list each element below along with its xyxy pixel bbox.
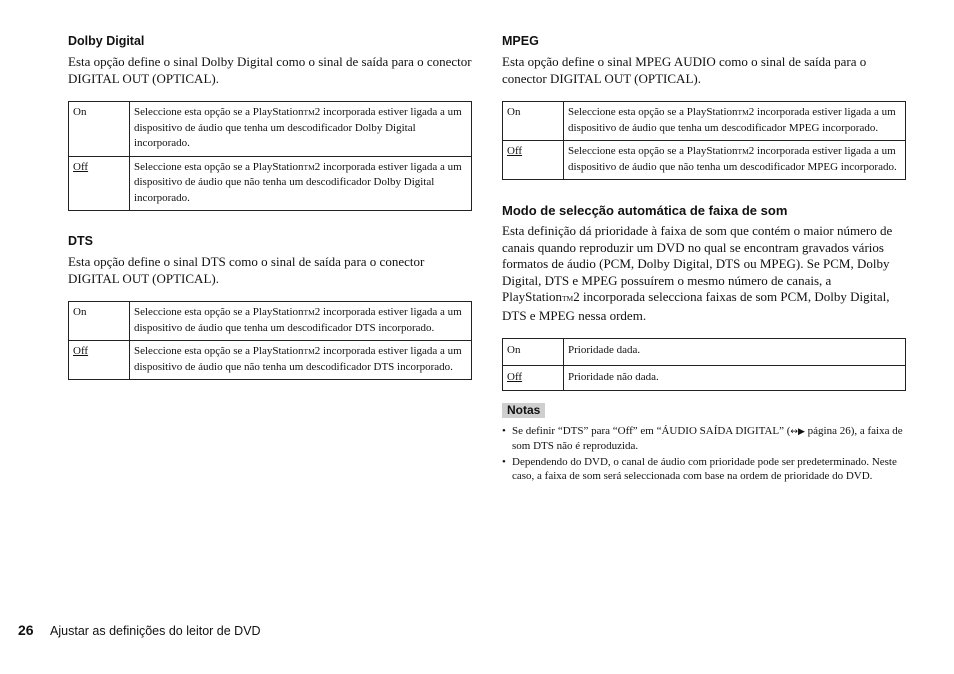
table-row — [69, 302, 472, 341]
option-description — [130, 102, 472, 157]
desc-text: 2 incorporada estiver ligada a um dispositivo de áudio que não tenha um descodificador MPEG incorporado. — [568, 145, 897, 173]
trademark-mark: TM — [737, 108, 749, 117]
option-description — [564, 102, 906, 141]
desc-text: Seleccione esta opção se a PlayStation — [568, 106, 738, 118]
note-text: Dependendo do DVD, o canal de áudio com prioridade pode ser predeterminado. Neste caso, a faixa de som será seleccionada com base na ordem de prioridade do DVD. — [512, 456, 897, 482]
arrow-right-icon: ↔▶ — [790, 427, 805, 437]
dts-heading: DTS — [68, 234, 93, 248]
option-description — [130, 341, 472, 380]
option-key: On — [69, 102, 130, 157]
mpeg-options-table — [502, 101, 906, 180]
option-description — [130, 302, 472, 341]
dolby-digital-options-table — [68, 101, 472, 211]
table-row — [503, 141, 906, 180]
desc-text: Esta definição dá prioridade à faixa de som que contém o maior número de canais quando reproduzir um DVD no qual se encontram gravados vários formatos de áudio (PCM, Dolby Digital, DTS ou MPEG). Se PCM, Dolby Digital, DTS e MPEG possuírem o mesmo número de canais, a PlayStation — [502, 223, 893, 304]
table-row — [69, 156, 472, 211]
option-key — [503, 365, 564, 391]
trademark-mark: TM — [303, 308, 315, 317]
trademark-mark: TM — [303, 162, 315, 172]
option-description: Prioridade dada. — [564, 339, 906, 366]
dolby-digital-heading: Dolby Digital — [68, 34, 145, 48]
right-column — [502, 33, 906, 486]
mpeg-description: Esta opção define o sinal MPEG AUDIO como o sinal de saída para o conector DIGITAL OUT (OPTICAL). — [502, 54, 867, 86]
table-row — [503, 365, 906, 391]
mpeg-heading: MPEG — [502, 34, 539, 48]
table-row — [69, 102, 472, 157]
table-row — [503, 102, 906, 141]
option-key — [69, 341, 130, 380]
dts-description: Esta opção define o sinal DTS como o sinal de saída para o conector DIGITAL OUT (OPTICAL). — [68, 254, 425, 286]
desc-text: Seleccione esta opção se a PlayStation — [134, 160, 304, 173]
auto-audio-options-table — [502, 338, 906, 391]
bullet: • — [502, 456, 506, 468]
trademark-mark: TM — [737, 147, 749, 156]
auto-audio-heading: Modo de selecção automática de faixa de som — [502, 203, 788, 218]
desc-text: Seleccione esta opção se a PlayStation — [134, 345, 304, 357]
footer-title: Ajustar as definições do leitor de DVD — [50, 624, 261, 638]
table-row — [503, 339, 906, 366]
option-key-label: Off — [73, 160, 89, 173]
option-key — [503, 141, 564, 180]
auto-audio-description — [502, 223, 906, 324]
option-key: On — [69, 302, 130, 341]
note-text: página 26), a faixa de som DTS não é reproduzida. — [512, 425, 903, 452]
trademark-mark: TM — [561, 294, 574, 303]
trademark-mark: TM — [303, 347, 315, 356]
desc-text: 2 incorporada estiver ligada a um dispositivo de áudio que não tenha um descodificador Dolby Digital incorporado. — [134, 160, 462, 204]
desc-text: 2 incorporada selecciona faixas de som PCM, Dolby Digital, DTS e MPEG nessa ordem. — [502, 289, 890, 323]
desc-text: Seleccione esta opção se a PlayStation — [568, 145, 738, 157]
desc-text: 2 incorporada estiver ligada a um dispositivo de áudio que tenha um descodificador DTS incorporado. — [134, 306, 462, 334]
notes-label: Notas — [502, 403, 545, 418]
trademark-mark: TM — [303, 108, 315, 117]
desc-text: 2 incorporada estiver ligada a um dispositivo de áudio que tenha um descodificador MPEG incorporado. — [568, 106, 896, 134]
option-key-label: Off — [507, 370, 523, 383]
option-description — [564, 141, 906, 180]
option-key — [69, 156, 130, 211]
page-footer — [18, 622, 261, 640]
desc-text: 2 incorporada estiver ligada a um dispositivo de áudio que não tenha um descodificador DTS incorporado. — [134, 345, 462, 373]
dolby-digital-description: Esta opção define o sinal Dolby Digital como o sinal de saída para o conector DIGITAL OUT (OPTICAL). — [68, 54, 472, 86]
option-key: On — [503, 339, 564, 366]
list-item — [502, 425, 906, 453]
left-column — [68, 33, 472, 380]
table-row — [69, 341, 472, 380]
list-item — [502, 456, 906, 483]
option-key: On — [503, 102, 564, 141]
desc-text: 2 incorporada estiver ligada a um dispositivo de áudio que tenha um descodificador Dolby Digital incorporado. — [134, 106, 462, 149]
page-number: 26 — [18, 622, 34, 638]
option-description: Prioridade não dada. — [564, 365, 906, 391]
option-key-label: Off — [507, 145, 523, 157]
option-description — [130, 156, 472, 211]
dts-options-table — [68, 301, 472, 380]
notes-list — [502, 425, 906, 483]
option-key-label: Off — [73, 345, 89, 357]
desc-text: Seleccione esta opção se a PlayStation — [134, 306, 304, 318]
bullet: • — [502, 425, 506, 437]
note-text: Se definir “DTS” para “Off” em “ÁUDIO SAÍDA DIGITAL” ( — [512, 425, 791, 437]
desc-text: Seleccione esta opção se a PlayStation — [134, 106, 304, 118]
